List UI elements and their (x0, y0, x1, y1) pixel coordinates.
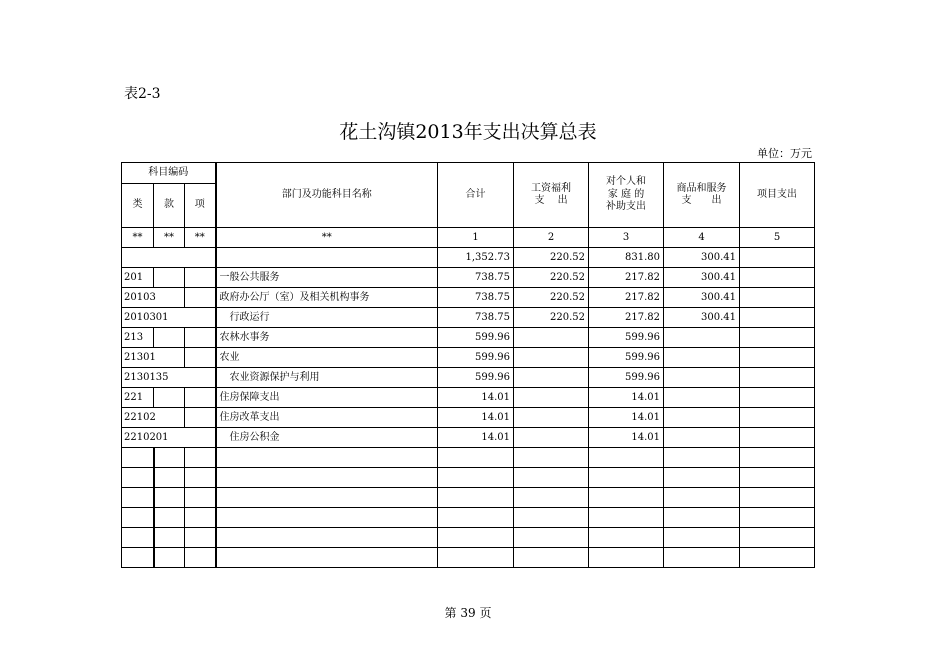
name-cell: 行政运行 (216, 308, 438, 328)
wages-cell: 220.52 (514, 288, 589, 308)
total-cell: 1,352.73 (438, 248, 514, 268)
index-lei: ** (122, 228, 154, 248)
code-cell: 21301 (122, 348, 185, 368)
goods-cell (664, 388, 740, 408)
table-row (122, 328, 815, 348)
total-cell: 599.96 (438, 368, 514, 388)
code-group-header: 科目编码 (122, 163, 216, 184)
wages-cell (514, 348, 589, 368)
name-cell: 农林水事务 (216, 328, 438, 348)
lei-header: 类 (122, 184, 154, 228)
total-cell: 14.01 (438, 388, 514, 408)
table-row (122, 248, 815, 268)
goods-cell (664, 368, 740, 388)
personal-cell: 14.01 (589, 388, 664, 408)
table-row (122, 388, 815, 408)
name-cell: 农业资源保护与利用 (216, 368, 438, 388)
table-row (122, 308, 815, 328)
table-row (122, 408, 815, 428)
goods-header-line2: 支 出 (681, 195, 722, 206)
total-cell: 738.75 (438, 308, 514, 328)
personal-subsidy-header (589, 163, 664, 228)
name-cell: 住房改革支出 (216, 408, 438, 428)
project-cell (740, 408, 815, 428)
table-row (122, 428, 815, 448)
empty-row (122, 488, 815, 508)
code-cell (122, 248, 216, 268)
project-cell (740, 328, 815, 348)
table-row (122, 348, 815, 368)
personal-cell: 599.96 (589, 348, 664, 368)
wages-cell (514, 328, 589, 348)
page-number: 第 39 页 (444, 606, 492, 620)
total-cell: 738.75 (438, 288, 514, 308)
wages-cell (514, 388, 589, 408)
personal-cell: 217.82 (589, 288, 664, 308)
table-row (122, 368, 815, 388)
name-cell (216, 248, 438, 268)
total-cell: 738.75 (438, 268, 514, 288)
wages-cell (514, 368, 589, 388)
project-cell (740, 268, 815, 288)
personal-cell: 14.01 (589, 428, 664, 448)
project-cell (740, 388, 815, 408)
table-header (122, 163, 815, 248)
personal-cell: 14.01 (589, 408, 664, 428)
wages-cell: 220.52 (514, 248, 589, 268)
unit-label: 单位：万元 (757, 147, 812, 160)
goods-cell (664, 328, 740, 348)
column-index-row (122, 228, 815, 248)
goods-header-line1: 商品和服务 (676, 182, 727, 194)
name-cell: 政府办公厅（室）及相关机构事务 (216, 288, 438, 308)
code-cell: 2210201 (122, 428, 216, 448)
goods-cell: 300.41 (664, 308, 740, 328)
total-cell: 599.96 (438, 328, 514, 348)
personal-cell: 217.82 (589, 268, 664, 288)
page-title: 花土沟镇2013年支出决算总表 (339, 121, 597, 143)
empty-row (122, 448, 815, 468)
goods-cell (664, 428, 740, 448)
wages-header (514, 163, 589, 228)
wages-header-line2: 支 出 (534, 195, 568, 206)
code-cell: 221 (122, 388, 154, 408)
personal-cell: 217.82 (589, 308, 664, 328)
wages-header-line1: 工资福利 (531, 182, 572, 194)
empty-row (122, 528, 815, 548)
wages-cell: 220.52 (514, 268, 589, 288)
code-cell: 22102 (122, 408, 185, 428)
kuan-header: 款 (154, 184, 185, 228)
personal-header-line1: 对个人和 (606, 176, 647, 188)
index-c4: 4 (664, 228, 740, 248)
code-cell: 213 (122, 328, 154, 348)
index-c3: 3 (589, 228, 664, 248)
name-cell: 一般公共服务 (216, 268, 438, 288)
personal-cell: 599.96 (589, 328, 664, 348)
empty-row (122, 548, 815, 568)
goods-cell (664, 348, 740, 368)
project-cell (740, 428, 815, 448)
index-c2: 2 (514, 228, 589, 248)
total-cell: 599.96 (438, 348, 514, 368)
empty-row (122, 468, 815, 488)
project-cell (740, 308, 815, 328)
goods-services-header (664, 163, 740, 228)
index-c5: 5 (740, 228, 815, 248)
table-label: 表2-3 (124, 86, 161, 102)
goods-cell (664, 408, 740, 428)
total-header: 合计 (438, 163, 514, 228)
table-row (122, 268, 815, 288)
goods-cell: 300.41 (664, 288, 740, 308)
goods-cell: 300.41 (664, 248, 740, 268)
name-cell: 住房公积金 (216, 428, 438, 448)
code-cell: 201 (122, 268, 154, 288)
index-kuan: ** (154, 228, 185, 248)
dept-name-header: 部门及功能科目名称 (216, 163, 438, 228)
name-cell: 住房保障支出 (216, 388, 438, 408)
empty-row (122, 508, 815, 528)
personal-cell: 831.80 (589, 248, 664, 268)
wages-cell (514, 428, 589, 448)
code-cell: 20103 (122, 288, 185, 308)
code-cell: 2010301 (122, 308, 216, 328)
xiang-header: 项 (185, 184, 216, 228)
index-name: ** (216, 228, 438, 248)
project-header: 项目支出 (740, 163, 815, 228)
goods-cell: 300.41 (664, 268, 740, 288)
project-cell (740, 368, 815, 388)
project-cell (740, 248, 815, 268)
table-row (122, 288, 815, 308)
project-cell (740, 288, 815, 308)
total-cell: 14.01 (438, 428, 514, 448)
project-cell (740, 348, 815, 368)
name-cell: 农业 (216, 348, 438, 368)
wages-cell: 220.52 (514, 308, 589, 328)
total-cell: 14.01 (438, 408, 514, 428)
expenditure-table (121, 162, 815, 568)
personal-cell: 599.96 (589, 368, 664, 388)
index-c1: 1 (438, 228, 514, 248)
personal-header-line3: 补助支出 (606, 201, 647, 213)
index-xiang: ** (185, 228, 216, 248)
personal-header-line2: 家 庭 的 (607, 188, 645, 200)
wages-cell (514, 408, 589, 428)
code-cell: 2130135 (122, 368, 216, 388)
